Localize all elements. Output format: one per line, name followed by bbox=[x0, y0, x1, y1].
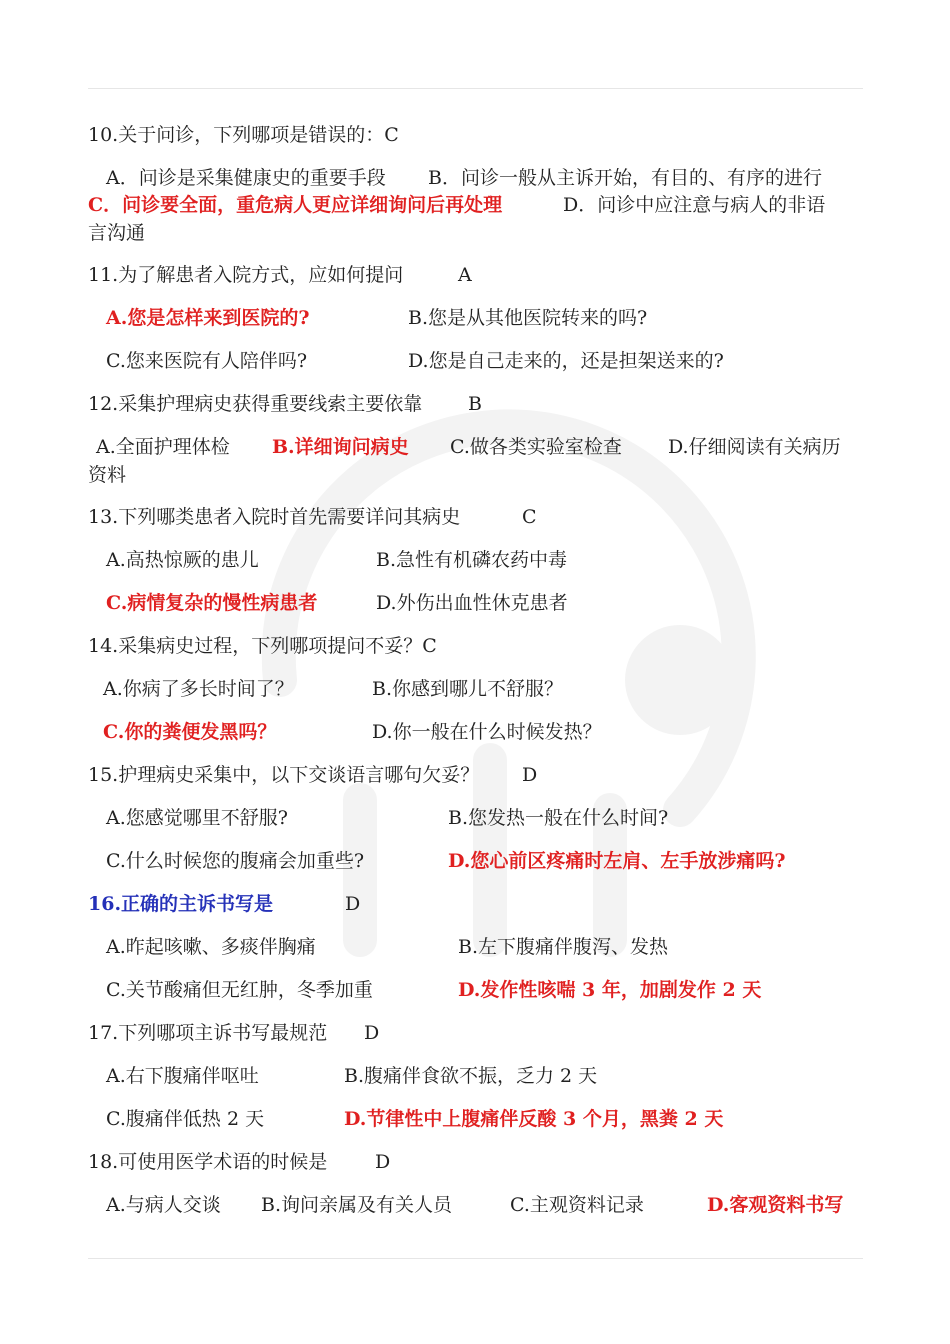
question-11-text: 11.为了解患者入院方式，应如何提问 bbox=[88, 264, 404, 286]
question-10-options-row-2 bbox=[88, 191, 863, 219]
question-11-options-row-1 bbox=[88, 304, 863, 332]
question-14-text: 14.采集病史过程，下列哪项提问不妥？C bbox=[88, 635, 437, 657]
question-15-options-row-2 bbox=[88, 847, 863, 875]
q13-option-c: C.病情复杂的慢性病患者 bbox=[106, 592, 318, 614]
question-17-options-row-2 bbox=[88, 1105, 863, 1133]
q16-option-b: B.左下腹痛伴腹泻、发热 bbox=[458, 936, 669, 958]
q10-option-c: C．问诊要全面，重危病人更应详细询问后再处理 bbox=[88, 194, 503, 216]
question-12-stem bbox=[88, 390, 863, 418]
q10-option-d-continued: 言沟通 bbox=[88, 222, 146, 244]
question-page bbox=[88, 0, 863, 1344]
question-17-options-row-1 bbox=[88, 1062, 863, 1090]
q13-option-b: B.急性有机磷农药中毒 bbox=[376, 549, 568, 571]
question-15-answer: D bbox=[522, 764, 538, 786]
question-10-options-row-1 bbox=[88, 164, 863, 192]
question-13-options-row-2 bbox=[88, 589, 863, 617]
question-11-answer: A bbox=[458, 264, 472, 286]
q17-option-b: B.腹痛伴食欲不振，乏力 2 天 bbox=[344, 1065, 598, 1087]
question-12-answer: B bbox=[468, 393, 482, 415]
q11-option-b: B.您是从其他医院转来的吗? bbox=[408, 307, 648, 329]
question-15-text: 15.护理病史采集中，以下交谈语言哪句欠妥？ bbox=[88, 764, 480, 786]
question-15-options-row-1 bbox=[88, 804, 863, 832]
q12-option-a: A.全面护理体检 bbox=[96, 436, 230, 458]
q11-option-c: C.您来医院有人陪伴吗? bbox=[106, 350, 308, 372]
q18-option-c: C.主观资料记录 bbox=[510, 1194, 644, 1216]
q10-option-a: A．问诊是采集健康史的重要手段 bbox=[106, 167, 386, 189]
question-10-text: 10.关于问诊，下列哪项是错误的：C bbox=[88, 124, 399, 146]
q17-option-c: C.腹痛伴低热 2 天 bbox=[106, 1108, 265, 1130]
question-17-text: 17.下列哪项主诉书写最规范 bbox=[88, 1022, 328, 1044]
q17-option-d: D.节律性中上腹痛伴反酸 3 个月，黑粪 2 天 bbox=[344, 1108, 724, 1130]
q15-option-a: A.您感觉哪里不舒服? bbox=[106, 807, 288, 829]
q15-option-d: D.您心前区疼痛时左肩、左手放涉痛吗? bbox=[448, 850, 786, 872]
q11-option-d: D.您是自己走来的，还是担架送来的? bbox=[408, 350, 724, 372]
q17-option-a: A.右下腹痛伴呕吐 bbox=[106, 1065, 259, 1087]
question-11-options-row-2 bbox=[88, 347, 863, 375]
question-17-stem bbox=[88, 1019, 863, 1047]
question-10-options-row-3 bbox=[88, 219, 863, 247]
question-18-answer: D bbox=[375, 1151, 391, 1173]
q15-option-c: C.什么时候您的腹痛会加重些? bbox=[106, 850, 365, 872]
question-18-text: 18.可使用医学术语的时候是 bbox=[88, 1151, 328, 1173]
q14-option-a: A.你病了多长时间了？ bbox=[103, 678, 294, 700]
question-13-answer: C bbox=[522, 506, 537, 528]
question-13-options-row-1 bbox=[88, 546, 863, 574]
q16-option-c: C.关节酸痛但无红肿，冬季加重 bbox=[106, 979, 373, 1001]
question-18-options-row-1 bbox=[88, 1191, 863, 1219]
question-17-answer: D bbox=[364, 1022, 380, 1044]
question-16-answer: D bbox=[345, 893, 361, 915]
question-16-options-row-1 bbox=[88, 933, 863, 961]
q16-option-a: A.昨起咳嗽、多痰伴胸痛 bbox=[106, 936, 316, 958]
q16-option-d: D.发作性咳喘 3 年，加剧发作 2 天 bbox=[458, 979, 762, 1001]
q11-option-a: A.您是怎样来到医院的? bbox=[106, 307, 310, 329]
q12-option-d-continued: 资料 bbox=[88, 464, 127, 486]
question-12-options-row-2 bbox=[88, 461, 863, 489]
q10-option-d: D．问诊中应注意与病人的非语 bbox=[563, 194, 826, 216]
question-16-stem bbox=[88, 890, 863, 918]
question-15-stem bbox=[88, 761, 863, 789]
question-10-stem bbox=[88, 121, 863, 149]
question-12-text: 12.采集护理病史获得重要线索主要依靠 bbox=[88, 393, 423, 415]
q12-option-c: C.做各类实验室检查 bbox=[450, 436, 622, 458]
q12-option-b: B.详细询问病史 bbox=[272, 436, 409, 458]
q13-option-a: A.高热惊厥的患儿 bbox=[106, 549, 259, 571]
q18-option-d: D.客观资料书写 bbox=[707, 1194, 844, 1216]
q18-option-a: A.与病人交谈 bbox=[106, 1194, 221, 1216]
question-13-text: 13.下列哪类患者入院时首先需要详问其病史 bbox=[88, 506, 461, 528]
q14-option-b: B.你感到哪儿不舒服？ bbox=[372, 678, 564, 700]
q12-option-d: D.仔细阅读有关病历 bbox=[668, 436, 841, 458]
q10-option-b: B．问诊一般从主诉开始，有目的、有序的进行 bbox=[428, 167, 822, 189]
question-12-options-row-1 bbox=[88, 433, 863, 461]
question-14-stem bbox=[88, 632, 863, 660]
q14-option-d: D.你一般在什么时候发热？ bbox=[372, 721, 602, 743]
q18-option-b: B.询问亲属及有关人员 bbox=[261, 1194, 453, 1216]
question-11-stem bbox=[88, 261, 863, 289]
q15-option-b: B.您发热一般在什么时间? bbox=[448, 807, 669, 829]
question-14-options-row-1 bbox=[88, 675, 863, 703]
question-14-options-row-2 bbox=[88, 718, 863, 746]
q14-option-c: C.你的粪便发黑吗？ bbox=[103, 721, 277, 743]
question-16-text: 16.正确的主诉书写是 bbox=[88, 893, 274, 915]
question-13-stem bbox=[88, 503, 863, 531]
q13-option-d: D.外伤出血性休克患者 bbox=[376, 592, 568, 614]
question-16-options-row-2 bbox=[88, 976, 863, 1004]
question-18-stem bbox=[88, 1148, 863, 1176]
